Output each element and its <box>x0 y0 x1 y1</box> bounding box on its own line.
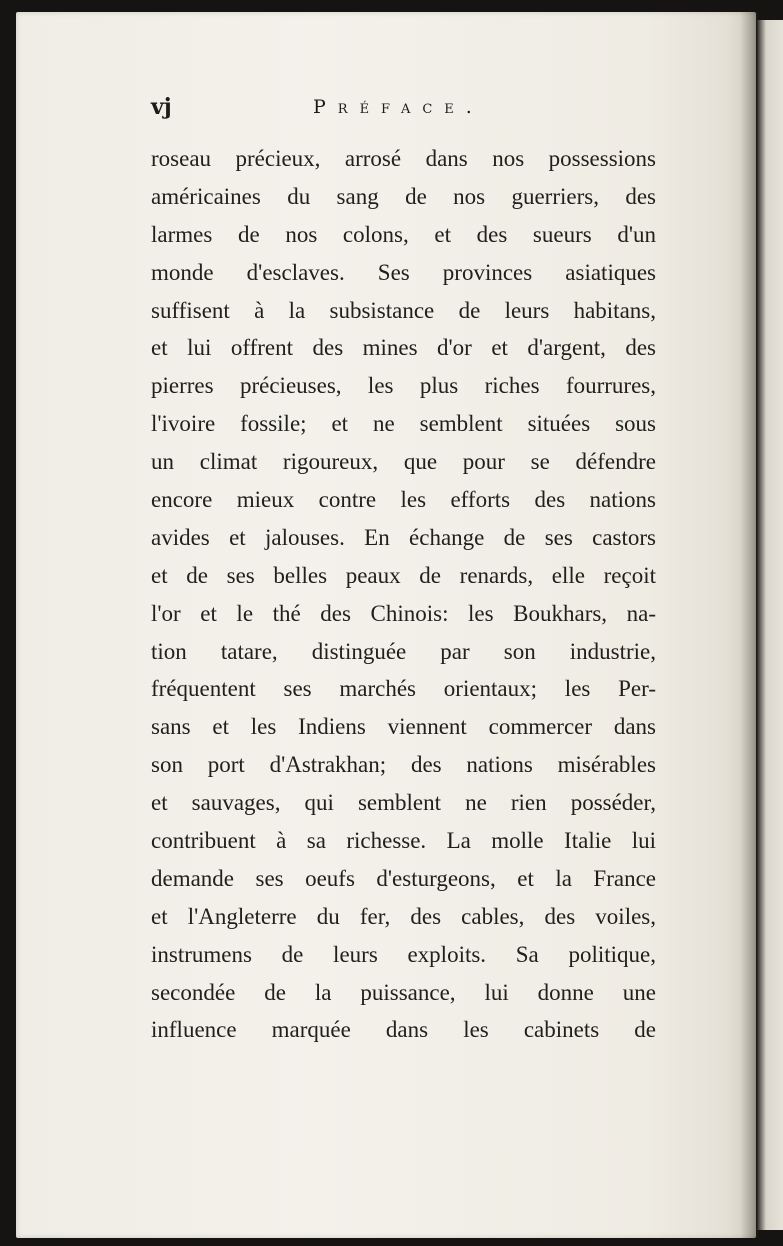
text-line: l'ivoire fossile; et ne semblent situées sous <box>151 411 656 437</box>
text-line: encore mieux contre les efforts des nations <box>151 487 656 513</box>
text-line: et de ses belles peaux de renards, elle reçoit <box>151 562 656 588</box>
text-line: et l'Angleterre du fer, des cables, des voiles, <box>151 903 656 929</box>
text-line: demande ses oeufs d'esturgeons, et la France <box>151 865 656 891</box>
text-line: contribuent à sa richesse. La molle Italie lui <box>151 828 656 854</box>
text-line: roseau précieux, arrosé dans nos possessions <box>151 146 656 171</box>
text-line: pierres précieuses, les plus riches fourrures, <box>151 373 656 399</box>
text-line: avides et jalouses. En échange de ses castors <box>151 524 656 550</box>
text-line: influence marquée dans les cabinets de <box>151 1017 656 1043</box>
text-line: secondée de la puissance, lui donne une <box>151 979 656 1005</box>
text-line: larmes de nos colons, et des sueurs d'un <box>151 221 656 247</box>
text-line: monde d'esclaves. Ses provinces asiatiques <box>151 259 656 285</box>
gutter-shadow <box>740 12 758 1238</box>
text-line: et lui offrent des mines d'or et d'argent, des <box>151 335 656 361</box>
text-line: fréquentent ses marchés orientaux; les Per- <box>151 676 656 702</box>
text-line: instrumens de leurs exploits. Sa politique, <box>151 941 656 967</box>
body-text <box>151 140 656 1049</box>
text-line: tion tatare, distinguée par son industrie, <box>151 638 656 664</box>
text-line: sans et les Indiens viennent commercer dans <box>151 714 656 740</box>
text-line: et sauvages, qui semblent ne rien posséder, <box>151 790 656 816</box>
adjacent-page-edge <box>757 20 783 1230</box>
text-line: suffisent à la subsistance de leurs habitans, <box>151 297 656 323</box>
page-number: vj <box>151 94 172 120</box>
running-title: Préface. <box>313 96 484 118</box>
text-line: américaines du sang de nos guerriers, des <box>151 183 656 209</box>
text-line: un climat rigoureux, que pour se défendre <box>151 449 656 475</box>
page-header <box>151 94 656 128</box>
text-line: l'or et le thé des Chinois: les Boukhars, na- <box>151 600 656 626</box>
text-line: son port d'Astrakhan; des nations misérables <box>151 752 656 778</box>
